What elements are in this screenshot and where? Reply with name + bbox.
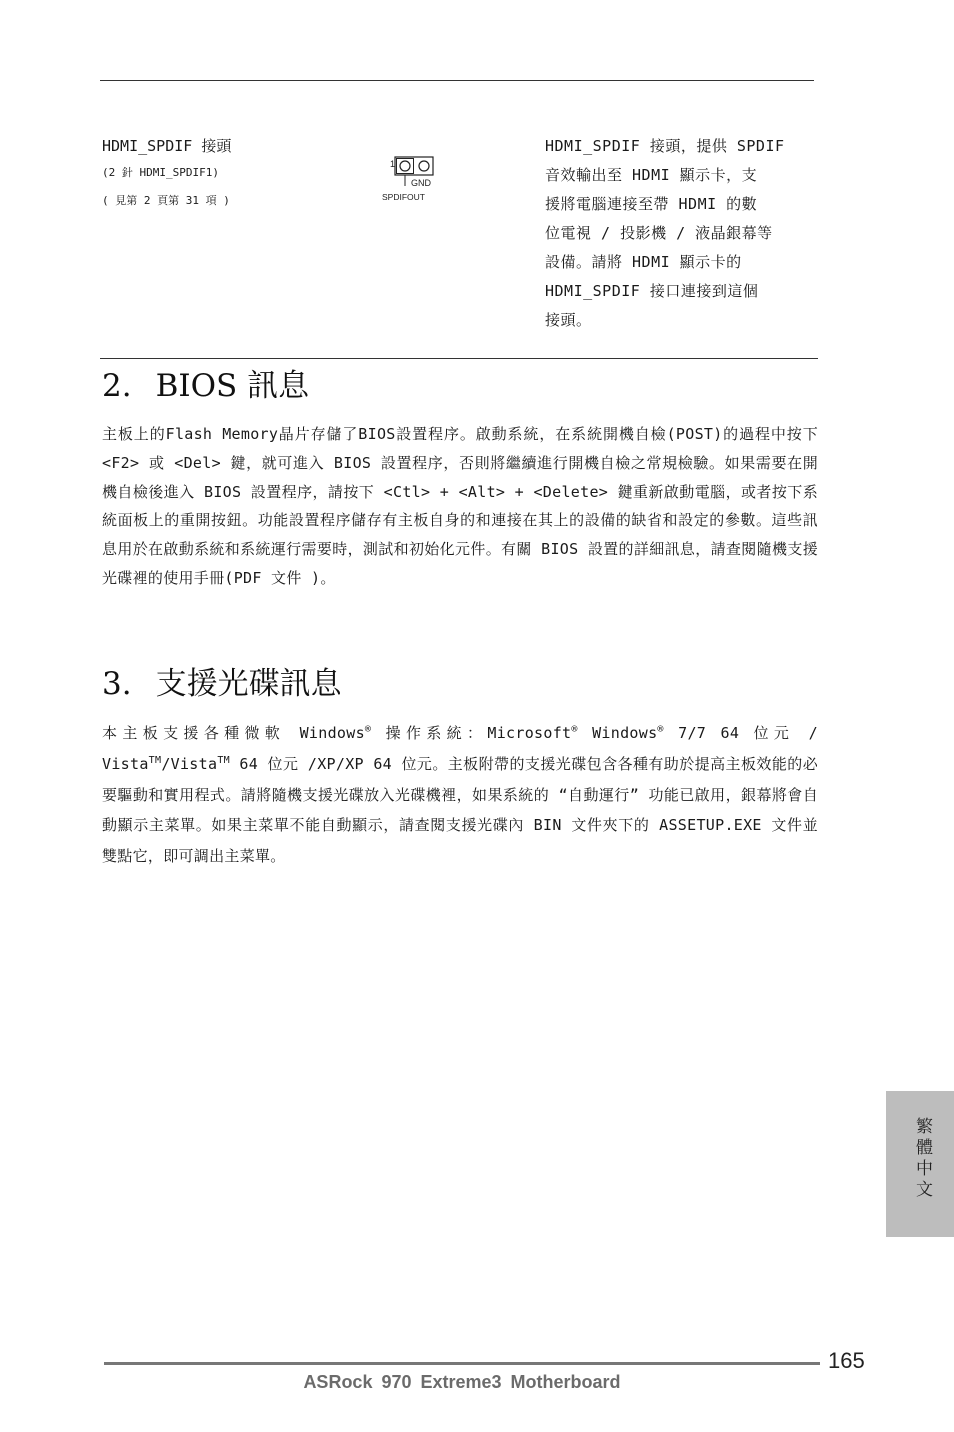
section-number: 2. [102,368,132,404]
pin1-circle [400,161,410,171]
body-text-run: 7/7 64 位元 / Vista [102,724,818,773]
footer-divider [104,1362,820,1365]
gnd-label: GND [411,178,431,188]
section-title: BIOS 訊息 [155,368,310,404]
registered-mark: ® [657,724,664,735]
connector-info [102,136,362,222]
footer-product-label: ASRock 970 Extreme3 Motherboard [303,1372,621,1392]
connector-pin-info: (2 針 HDMI_SPDIF1) [102,166,219,179]
pin2-circle [419,161,429,171]
body-text-run: /Vista [161,754,218,773]
body-text-run: Windows [577,724,658,742]
body-text-run: 操作系統：Microsoft [371,724,572,742]
pin1-label: 1 [390,159,396,169]
spdifout-label: SPDIFOUT [382,192,425,202]
connector-description: HDMI_SPDIF 接頭，提供 SPDIF 音效輸出至 HDMI 顯示卡，支 援將電腦連接至帶 HDMI 的數 位電視 / 投影機 / 液晶銀幕等 設備。請將 HDMI 顯示卡的 HDMI_SPDIF 接口連接到這個 接頭。 [545,137,785,329]
support-cd-section-heading [102,664,342,704]
section-divider [100,358,818,359]
language-tab-label: 繁體中文 [912,1117,932,1201]
language-side-tab [886,1091,954,1237]
body-text-run: 64 位元 /XP/XP 64 位元。主板附帶的支援光碟包含各種有助於提高主板效能的必要驅動和實用程式。請將隨機支援光碟放入光碟機裡，如果系統的 “自動運行” 功能已啟用，銀幕將會自動顯示主菜單。如果主菜單不能自動顯示，請查閱支援光碟內 BIN 文件夾下的 ASSETUP.EXE 文件並雙點它，即可調出主菜單。 [102,754,818,866]
registered-mark: ® [571,724,578,735]
section-number: 3. [102,666,132,702]
bios-section-body: 主板上的Flash Memory晶片存儲了BIOS設置程序。啟動系統，在系統開機自檢(POST)的過程中按下 <F2> 或 <Del> 鍵，就可進入 BIOS 設置程序，否則將繼續進行開機自檢之常規檢驗。如果需要在開機自檢後進入 BIOS 設置程序，請按下 <Ctl> + <Alt> + <Delete> 鍵重新啟動電腦，或者按下系統面板上的重開按鈕。功能設置程序儲存有主板自身的和連接在其上的設備的缺省和設定的參數。這些訊息用於在啟動系統和系統運行需要時，測試和初始化元件。有關 BIOS 設置的詳細訊息，請查閱隨機支援光碟裡的使用手冊(PDF 文件 )。 [102,425,818,587]
registered-mark: ® [364,724,372,735]
section-title: 支援光碟訊息 [155,666,342,702]
trademark: TM [217,754,230,766]
bios-section-heading [102,366,309,406]
support-cd-section-body [102,718,818,872]
page-number: 165 [828,1348,865,1373]
top-divider [100,80,814,81]
connector-title: HDMI_SPDIF 接頭 [102,137,232,155]
body-text-run: 本主板支援各種微軟 Windows [102,724,365,742]
spdif-connector-diagram [380,152,440,204]
connector-page-ref: ( 見第 2 頁第 31 項 ) [102,194,230,207]
trademark: TM [148,754,162,766]
